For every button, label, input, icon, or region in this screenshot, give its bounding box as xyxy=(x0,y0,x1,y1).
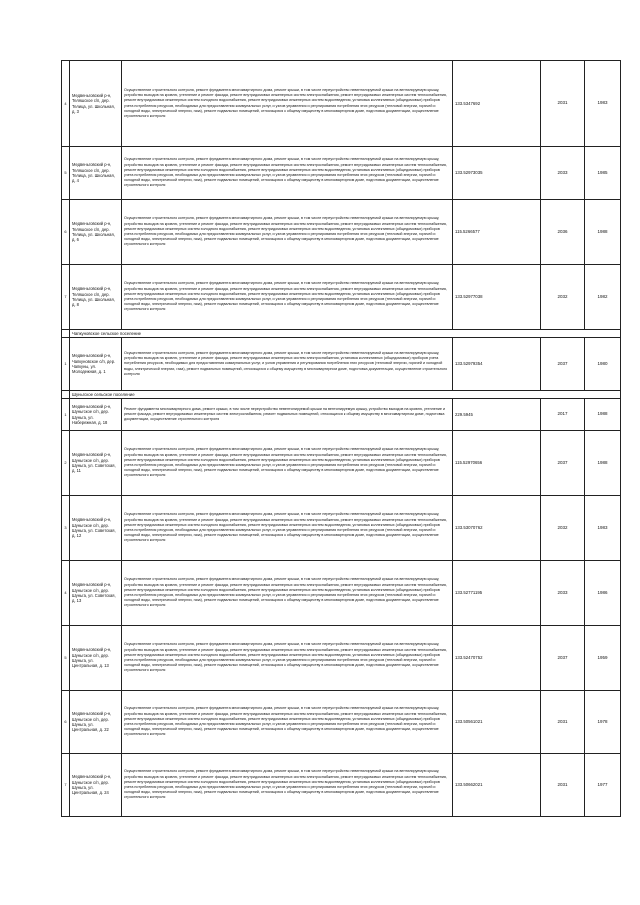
built-year-cell: 1986 xyxy=(585,561,621,626)
section-header-row xyxy=(62,391,621,399)
section-number-cell xyxy=(62,330,70,338)
built-year-cell: 1977 xyxy=(585,754,621,817)
built-year-cell: 1980 xyxy=(585,338,621,391)
address-cell: Медвеньговский р-н, Теляшское с/п, дер. Телица, ул. Школьная, д. 4 xyxy=(70,147,122,200)
works-cell: Осуществление строительного контроля, ремонт фундамента многоквартирного дома, ремонт крыши, в том числе переустройство невентилируемой крыши на вентилируемую крышу, устройство выходов на кровлю, утепление и ремонт фасада, ремонт внутридомовых инженерных систем электроснабжения, ремонт внутридомовых инженерных систем теплоснабжения, ремонт внутридомовых инженерных систем холодного водоснабжения, ремонт внутридомовых инженерных систем водоотведения, установка коллективных (общедомовых) приборов учета потребления ресурсов, необходимых для предоставления коммунальных услуг, и узлов управления и регулирования потребления этих ресурсов (тепловой энергии, горячей и холодной воды, электрической энергии, газа), ремонт подвальных помещений, относящихся к общему имуществу в многоквартирном доме, подготовка документации, осуществление строительного контроля xyxy=(122,754,453,817)
planned-year-cell: 2031 xyxy=(541,754,585,817)
table-row xyxy=(62,691,621,754)
table-body xyxy=(62,61,621,817)
table-row xyxy=(62,147,621,200)
table-row xyxy=(62,754,621,817)
row-number: 7 xyxy=(62,754,70,817)
section-number-cell xyxy=(62,391,70,399)
address-cell: Медвеньговский р-н, Шуньгское с/п, дер. Шуньга, ул. Советская, д. 13 xyxy=(70,561,122,626)
works-cell: Ремонт фундамента многоквартирного дома, ремонт крыши, в том числе переустройство невентилируемой крыши на вентилируемую крышу, устройство выходов на кровлю, утепление и ремонт фасада, ремонт внутридомовых инженерных систем электроснабжения, ремонт подвальных помещений, относящихся к общему имуществу в многоквартирном доме, подготовка документации, осуществление строительного контроля xyxy=(122,399,453,431)
row-number: 7 xyxy=(62,265,70,330)
works-cell: Осуществление строительного контроля, ремонт фундамента многоквартирного дома, ремонт крыши, в том числе переустройство невентилируемой крыши на вентилируемую крышу, устройство выходов на кровлю, утепление и ремонт фасада, ремонт внутридомовых инженерных систем электроснабжения, ремонт внутридомовых инженерных систем теплоснабжения, ремонт внутридомовых инженерных систем холодного водоснабжения, ремонт внутридомовых инженерных систем водоотведения, установка коллективных (общедомовых) приборов учета потребления ресурсов, необходимых для предоставления коммунальных услуг, и узлов управления и регулирования потребления этих ресурсов (тепловой энергии, горячей и холодной воды, электрической энергии, газа), ремонт подвальных помещений, относящихся к общему имуществу в многоквартирном доме, подготовка документации, осуществление строительного контроля xyxy=(122,496,453,561)
address-cell: Медвеньговский р-н, Теляшское с/п, дер. Телица, ул. Школьная, д. 3 xyxy=(70,61,122,147)
table-row xyxy=(62,338,621,391)
table-row xyxy=(62,61,621,147)
address-cell: Медвеньговский р-н, Шуньгское с/п, дер. Шуньга, ул. Центральная, д. 22 xyxy=(70,691,122,754)
table-row xyxy=(62,496,621,561)
row-number: 6 xyxy=(62,200,70,265)
works-cell: Осуществление строительного контроля, ремонт фундамента многоквартирного дома, ремонт крыши, в том числе переустройство невентилируемой крыши на вентилируемую крышу, устройство выходов на кровлю, утепление и ремонт фасада, ремонт внутридомовых инженерных систем электроснабжения, ремонт внутридомовых инженерных систем теплоснабжения, ремонт внутридомовых инженерных систем холодного водоснабжения, ремонт внутридомовых инженерных систем водоотведения, установка коллективных (общедомовых) приборов учета потребления ресурсов, необходимых для предоставления коммунальных услуг, и узлов управления и регулирования потребления этих ресурсов (тепловой энергии, горячей и холодной воды, электрической энергии, газа), ремонт подвальных помещений, относящихся к общему имуществу в многоквартирном доме, подготовка документации, осуществление строительного контроля xyxy=(122,147,453,200)
planned-year-cell: 2037 xyxy=(541,626,585,691)
cadastral-value-cell: 133.52977038 xyxy=(453,265,541,330)
section-header-row xyxy=(62,330,621,338)
planned-year-cell: 2032 xyxy=(541,496,585,561)
planned-year-cell: 2031 xyxy=(541,691,585,754)
cadastral-value-cell: 133.5347692 xyxy=(453,61,541,147)
row-number: 4 xyxy=(62,61,70,147)
address-cell: Медвеньговский р-н, Шуньгское с/п, дер. Шуньга, ул. Советская, д. 11 xyxy=(70,431,122,496)
cadastral-value-cell: 133.52979354 xyxy=(453,338,541,391)
cadastral-value-cell: 133.53070762 xyxy=(453,496,541,561)
works-cell: Осуществление строительного контроля, ремонт фундамента многоквартирного дома, ремонт крыши, в том числе переустройство невентилируемой крыши на вентилируемую крышу, устройство выходов на кровлю, утепление и ремонт фасада, ремонт внутридомовых инженерных систем электроснабжения, ремонт внутридомовых инженерных систем теплоснабжения, ремонт внутридомовых инженерных систем холодного водоснабжения, ремонт внутридомовых инженерных систем водоотведения, установка коллективных (общедомовых) приборов учета потребления ресурсов, необходимых для предоставления коммунальных услуг, и узлов управления и регулирования потребления этих ресурсов (тепловой энергии, горячей и холодной воды, электрической энергии, газа), ремонт подвальных помещений, относящихся к общему имуществу в многоквартирном доме, подготовка документации, осуществление строительного контроля xyxy=(122,561,453,626)
row-number: 2 xyxy=(62,431,70,496)
table-row xyxy=(62,265,621,330)
row-number: 1 xyxy=(62,399,70,431)
works-cell: Осуществление строительного контроля, ремонт фундамента многоквартирного дома, ремонт крыши, в том числе переустройство невентилируемой крыши на вентилируемую крышу, устройство выходов на кровлю, утепление и ремонт фасада, ремонт внутридомовых инженерных систем электроснабжения, ремонт внутридомовых инженерных систем теплоснабжения, ремонт внутридомовых инженерных систем холодного водоснабжения, ремонт внутридомовых инженерных систем водоотведения, установка коллективных (общедомовых) приборов учета потребления ресурсов, необходимых для предоставления коммунальных услуг, и узлов управления и регулирования потребления этих ресурсов (тепловой энергии, горячей и холодной воды, электрической энергии, газа), ремонт подвальных помещений, относящихся к общему имуществу в многоквартирном доме, подготовка документации, осуществление строительного контроля xyxy=(122,265,453,330)
cadastral-value-cell: 133.50561021 xyxy=(453,691,541,754)
works-cell: Осуществление строительного контроля, ремонт фундамента многоквартирного дома, ремонт крыши, в том числе переустройство невентилируемой крыши на вентилируемую крышу, устройство выходов на кровлю, утепление и ремонт фасада, ремонт внутридомовых инженерных систем электроснабжения, ремонт внутридомовых инженерных систем теплоснабжения, ремонт внутридомовых инженерных систем холодного водоснабжения, ремонт внутридомовых инженерных систем водоотведения, установка коллективных (общедомовых) приборов учета потребления ресурсов, необходимых для предоставления коммунальных услуг, и узлов управления и регулирования потребления этих ресурсов (тепловой энергии, горячей и холодной воды, электрической энергии, газа), ремонт подвальных помещений, относящихся к общему имуществу в многоквартирном доме, подготовка документации, осуществление строительного контроля xyxy=(122,431,453,496)
table-row xyxy=(62,200,621,265)
works-cell: Осуществление строительного контроля, ремонт фундамента многоквартирного дома, ремонт крыши, в том числе переустройство невентилируемой крыши на вентилируемую крышу, устройство выходов на кровлю, утепление и ремонт фасада, ремонт внутридомовых инженерных систем электроснабжения, ремонт внутридомовых инженерных систем теплоснабжения, ремонт внутридомовых инженерных систем холодного водоснабжения, ремонт внутридомовых инженерных систем водоотведения, установка коллективных (общедомовых) приборов учета потребления ресурсов, необходимых для предоставления коммунальных услуг, и узлов управления и регулирования потребления этих ресурсов (тепловой энергии, горячей и холодной воды, электрической энергии, газа), ремонт подвальных помещений, относящихся к общему имуществу в многоквартирном доме, подготовка документации, осуществление строительного контроля xyxy=(122,200,453,265)
works-cell: Осуществление строительного контроля, ремонт фундамента многоквартирного дома, ремонт крыши, в том числе переустройство невентилируемой крыши на вентилируемую крышу, устройство выходов на кровлю, утепление и ремонт фасада, ремонт внутридомовых инженерных систем электроснабжения, ремонт внутридомовых инженерных систем теплоснабжения, ремонт внутридомовых инженерных систем холодного водоснабжения, ремонт внутридомовых инженерных систем водоотведения, установка коллективных (общедомовых) приборов учета потребления ресурсов, необходимых для предоставления коммунальных услуг, и узлов управления и регулирования потребления этих ресурсов (тепловой энергии, горячей и холодной воды, электрической энергии, газа), ремонт подвальных помещений, относящихся к общему имуществу в многоквартирном доме, подготовка документации, осуществление строительного контроля xyxy=(122,61,453,147)
cadastral-value-cell: 133.52973035 xyxy=(453,147,541,200)
planned-year-cell: 2036 xyxy=(541,200,585,265)
address-cell: Медвеньговский р-н, Теляшское с/п, дер. Телица, ул. Школьная, д. 6 xyxy=(70,200,122,265)
planned-year-cell: 2033 xyxy=(541,147,585,200)
built-year-cell: 1988 xyxy=(585,200,621,265)
capital-repair-table xyxy=(61,60,621,817)
address-cell: Медвеньговский р-н, Шуньгское с/п, дер. Шуньга, ул. Набережная, д. 18 xyxy=(70,399,122,431)
cadastral-value-cell: 229.5945 xyxy=(453,399,541,431)
section-title: Шуньгское сельское поселение xyxy=(70,391,621,399)
table-row xyxy=(62,431,621,496)
row-number: 1 xyxy=(62,338,70,391)
address-cell: Медвеньговский р-н, Шуньгское с/п, дер. Шуньга, ул. Советская, д. 12 xyxy=(70,496,122,561)
row-number: 5 xyxy=(62,626,70,691)
cadastral-value-cell: 115.5266577 xyxy=(453,200,541,265)
built-year-cell: 1988 xyxy=(585,399,621,431)
table-row xyxy=(62,561,621,626)
address-cell: Медвеньговский р-н, Шуньгское с/п, дер. Шуньга, ул. Центральная, д. 24 xyxy=(70,754,122,817)
row-number: 4 xyxy=(62,561,70,626)
planned-year-cell: 2032 xyxy=(541,265,585,330)
cadastral-value-cell: 115.52970656 xyxy=(453,431,541,496)
built-year-cell: 1983 xyxy=(585,496,621,561)
built-year-cell: 1985 xyxy=(585,147,621,200)
built-year-cell: 1959 xyxy=(585,626,621,691)
planned-year-cell: 2037 xyxy=(541,338,585,391)
row-number: 6 xyxy=(62,691,70,754)
address-cell: Медвеньговский р-н, Чапкуновское с/п, дер. Чапкуны, ул. Молодежная, д. 1 xyxy=(70,338,122,391)
planned-year-cell: 2017 xyxy=(541,399,585,431)
table-row xyxy=(62,399,621,431)
built-year-cell: 1983 xyxy=(585,61,621,147)
built-year-cell: 1988 xyxy=(585,431,621,496)
cadastral-value-cell: 133.52470752 xyxy=(453,626,541,691)
address-cell: Медвеньговский р-н, Шуньгское с/п, дер. Шуньга, ул. Центральная, д. 13 xyxy=(70,626,122,691)
section-title: Чапкуновское сельское поселение xyxy=(70,330,621,338)
address-cell: Медвеньговский р-н, Теляшское с/п, дер. Телица, ул. Школьная, д. 8 xyxy=(70,265,122,330)
works-cell: Осуществление строительного контроля, ремонт фундамента многоквартирного дома, ремонт крыши, в том числе переустройство невентилируемой крыши на вентилируемую крышу, устройство выходов на кровлю, утепление и ремонт фасада, ремонт внутридомовых инженерных систем электроснабжения, ремонт внутридомовых инженерных систем теплоснабжения, ремонт внутридомовых инженерных систем холодного водоснабжения, ремонт внутридомовых инженерных систем водоотведения, установка коллективных (общедомовых) приборов учета потребления ресурсов, необходимых для предоставления коммунальных услуг, и узлов управления и регулирования потребления этих ресурсов (тепловой энергии, горячей и холодной воды, электрической энергии, газа), ремонт подвальных помещений, относящихся к общему имуществу в многоквартирном доме, подготовка документации, осуществление строительного контроля xyxy=(122,691,453,754)
planned-year-cell: 2033 xyxy=(541,561,585,626)
built-year-cell: 1978 xyxy=(585,691,621,754)
table-row xyxy=(62,626,621,691)
works-cell: Осуществление строительного контроля, ремонт фундамента многоквартирного дома, ремонт крыши, в том числе переустройство невентилируемой крыши на вентилируемую крышу, устройство выходов на кровлю, утепление и ремонт фасада, ремонт внутридомовых инженерных систем электроснабжения, ремонт внутридомовых инженерных систем теплоснабжения, ремонт внутридомовых инженерных систем холодного водоснабжения, ремонт внутридомовых инженерных систем водоотведения, установка коллективных (общедомовых) приборов учета потребления ресурсов, необходимых для предоставления коммунальных услуг, и узлов управления и регулирования потребления этих ресурсов (тепловой энергии, горячей и холодной воды, электрической энергии, газа), ремонт подвальных помещений, относящихся к общему имуществу в многоквартирном доме, подготовка документации, осуществление строительного контроля xyxy=(122,626,453,691)
cadastral-value-cell: 133.50662021 xyxy=(453,754,541,817)
built-year-cell: 1982 xyxy=(585,265,621,330)
row-number: 3 xyxy=(62,496,70,561)
cadastral-value-cell: 133.52771195 xyxy=(453,561,541,626)
row-number: 5 xyxy=(62,147,70,200)
works-cell: Осуществление строительного контроля, ремонт фундамента многоквартирного дома, ремонт крыши, в том числе переустройство невентилируемой крыши на вентилируемую крышу, устройство выходов на кровлю, утепление и ремонт фасада, ремонт внутридомовых инженерных систем электроснабжения, установка коллективных (общедомовых) приборов учета потребления ресурсов, необходимых для предоставления коммунальных услуг, и узлов управления и регулирования потребления этих ресурсов (тепловой энергии, горячей и холодной воды, электрической энергии, газа), ремонт подвальных помещений, относящихся к общему имуществу в многоквартирном доме, подготовка документации, осуществление строительного контроля xyxy=(122,338,453,391)
planned-year-cell: 2037 xyxy=(541,431,585,496)
planned-year-cell: 2031 xyxy=(541,61,585,147)
